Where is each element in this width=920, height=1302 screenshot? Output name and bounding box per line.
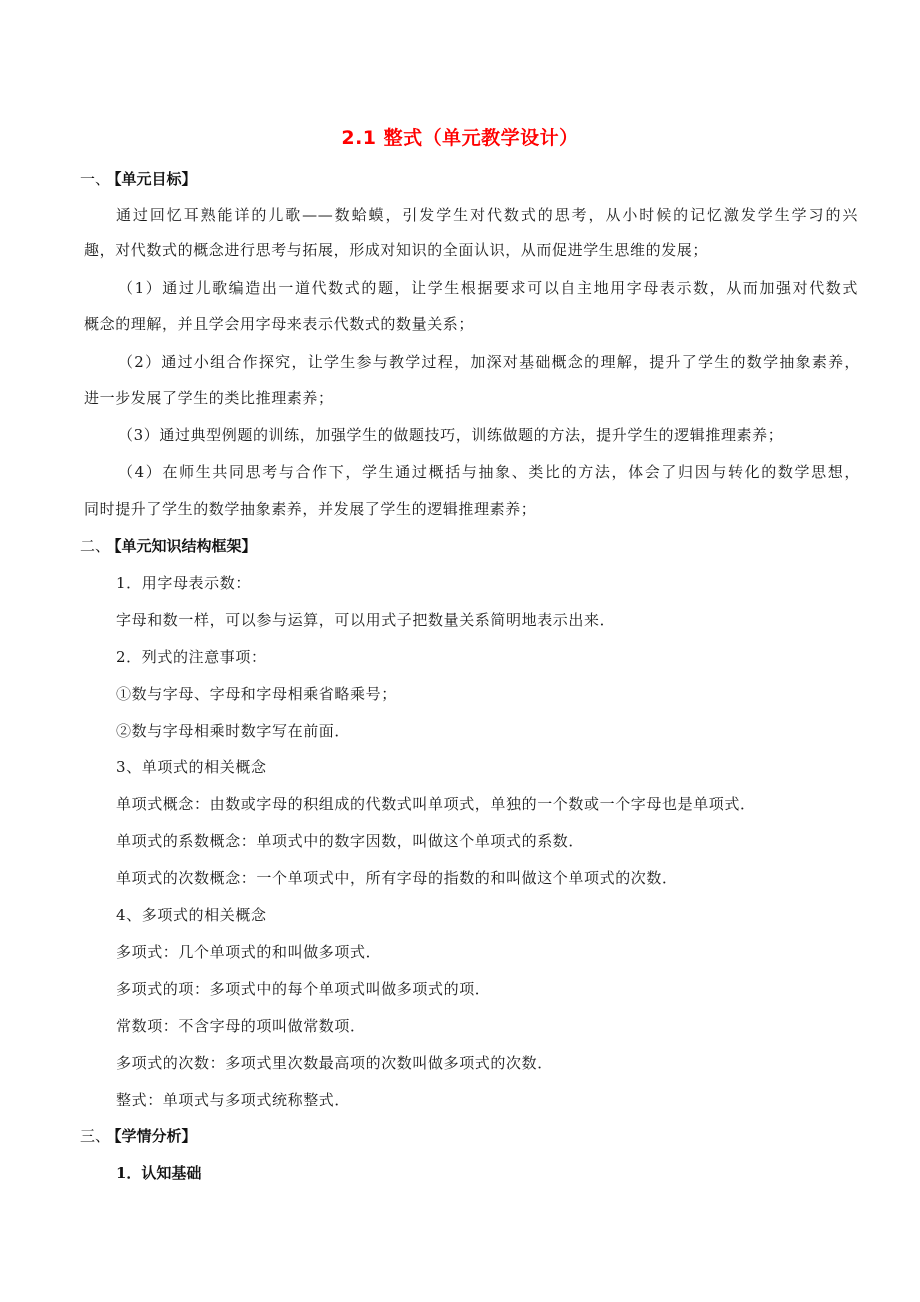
- list-item: 3、单项式的相关概念: [116, 758, 267, 776]
- definition-line: 整式：单项式与多项式统称整式．: [116, 1091, 351, 1109]
- paragraph-line: 字母和数一样，可以参与运算，可以用式子把数量关系简明地表示出来．: [116, 611, 616, 629]
- section-heading-unit-goals: [80, 169, 197, 189]
- paragraph-line: 同时提升了学生的数学抽象素养，并发展了学生的逻辑推理素养；: [84, 500, 537, 518]
- definition-line: 单项式概念：由数或字母的积组成的代数式叫单项式，单独的一个数或一个字母也是单项式．: [116, 795, 756, 813]
- section-heading-knowledge-framework: [80, 536, 257, 556]
- list-item: ②数与字母相乘时数字写在前面．: [116, 722, 351, 740]
- paragraph-line: （2）通过小组合作探究，让学生参与教学过程，加深对基础概念的理解，提升了学生的数学抽象素养，: [118, 353, 860, 371]
- definition-line: 多项式的次数：多项式里次数最高项的次数叫做多项式的次数．: [116, 1054, 553, 1072]
- list-item: ①数与字母、字母和字母相乘省略乘号；: [116, 685, 397, 703]
- paragraph-line: （3）通过典型例题的训练，加强学生的做题技巧，训练做题的方法，提升学生的逻辑推理素养；: [118, 426, 784, 444]
- list-item: 1．用字母表示数：: [116, 574, 251, 592]
- list-item: 4、多项式的相关概念: [116, 906, 267, 924]
- list-item: 2．列式的注意事项：: [116, 648, 267, 666]
- definition-line: 常数项：不含字母的项叫做常数项．: [116, 1017, 366, 1035]
- section-heading-learner-analysis: [80, 1126, 197, 1146]
- definition-line: 单项式的系数概念：单项式中的数字因数，叫做这个单项式的系数．: [116, 832, 585, 850]
- paragraph-line: 通过回忆耳熟能详的儿歌——数蛤蟆，引发学生对代数式的思考，从小时候的记忆激发学生学习的兴: [116, 206, 858, 224]
- paragraph-line: 概念的理解，并且学会用字母来表示代数式的数量关系；: [84, 315, 475, 333]
- paragraph-line: （1）通过儿歌编造出一道代数式的题，让学生根据要求可以自主地用字母表示数，从而加强对代数式: [118, 279, 858, 297]
- section-title: 【单元知识结构框架】: [114, 537, 257, 555]
- paragraph-line: （4）在师生共同思考与合作下，学生通过概括与抽象、类比的方法，体会了归因与转化的数学思想，: [118, 463, 860, 481]
- definition-line: 多项式：几个单项式的和叫做多项式．: [116, 943, 382, 961]
- definition-line: 多项式的项：多项式中的每个单项式叫做多项式的项．: [116, 980, 491, 998]
- section-title: 【学情分析】: [114, 1127, 197, 1145]
- section-title: 【单元目标】: [114, 170, 197, 188]
- subsection-heading-cognitive-basis: 1．认知基础: [116, 1164, 202, 1182]
- paragraph-line: 趣，对代数式的概念进行思考与拓展，形成对知识的全面认识，从而促进学生思维的发展；: [84, 241, 709, 259]
- paragraph-line: 进一步发展了学生的类比推理素养；: [84, 389, 334, 407]
- section-number: 三、: [80, 1127, 111, 1145]
- definition-line: 单项式的次数概念：一个单项式中，所有字母的指数的和叫做这个单项式的次数．: [116, 869, 678, 887]
- document-title: 2.1 整式（单元教学设计）: [341, 127, 579, 149]
- section-number: 二、: [80, 537, 111, 555]
- section-number: 一、: [80, 170, 111, 188]
